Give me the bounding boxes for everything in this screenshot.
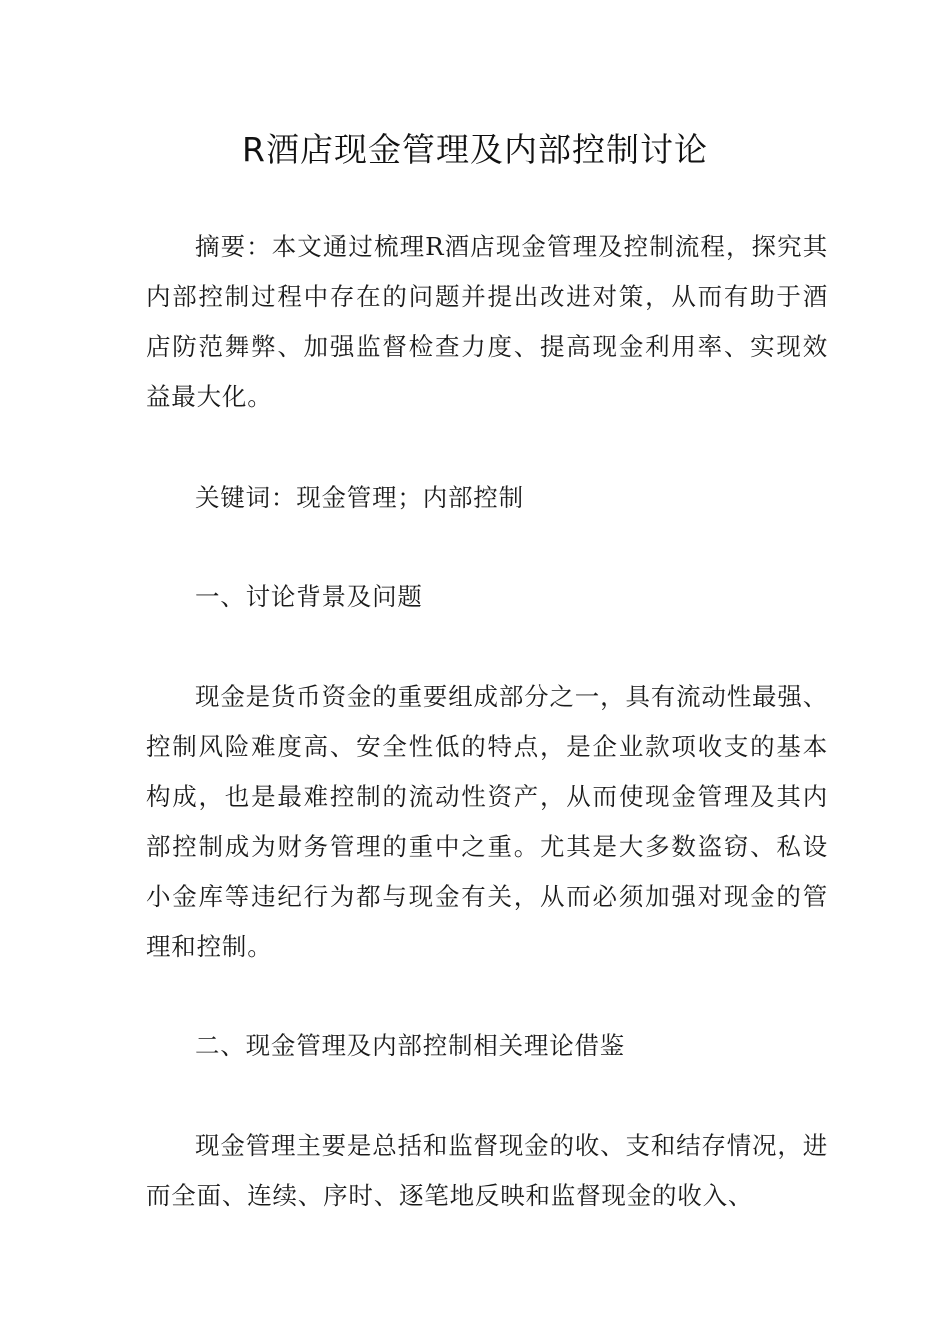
section-1-body: 现金是货币资金的重要组成部分之一，具有流动性最强、控制风险难度高、安全性低的特点，是企业款项收支的基本构成，也是最难控制的流动性资产，从而使现金管理及其内部控制成为财务管理的重中之重。尤其是大多数盗窃、私设小金库等违纪行为都与现金有关，从而必须加强对现金的管理和控制。 bbox=[146, 682, 828, 961]
section-heading-1: 一、讨论背景及问题 bbox=[195, 582, 423, 611]
keywords-paragraph: 关键词：现金管理；内部控制 bbox=[195, 483, 524, 512]
section-heading-2: 二、现金管理及内部控制相关理论借鉴 bbox=[195, 1031, 626, 1060]
abstract-paragraph: 摘要：本文通过梳理R酒店现金管理及控制流程，探究其内部控制过程中存在的问题并提出改进对策，从而有助于酒店防范舞弊、加强监督检查力度、提高现金利用率、实现效益最大化。 bbox=[146, 232, 828, 411]
document-title: R酒店现金管理及内部控制讨论 bbox=[242, 130, 708, 169]
section-2-body: 现金管理主要是总括和监督现金的收、支和结存情况，进而全面、连续、序时、逐笔地反映和监督现金的收入、 bbox=[146, 1131, 828, 1210]
